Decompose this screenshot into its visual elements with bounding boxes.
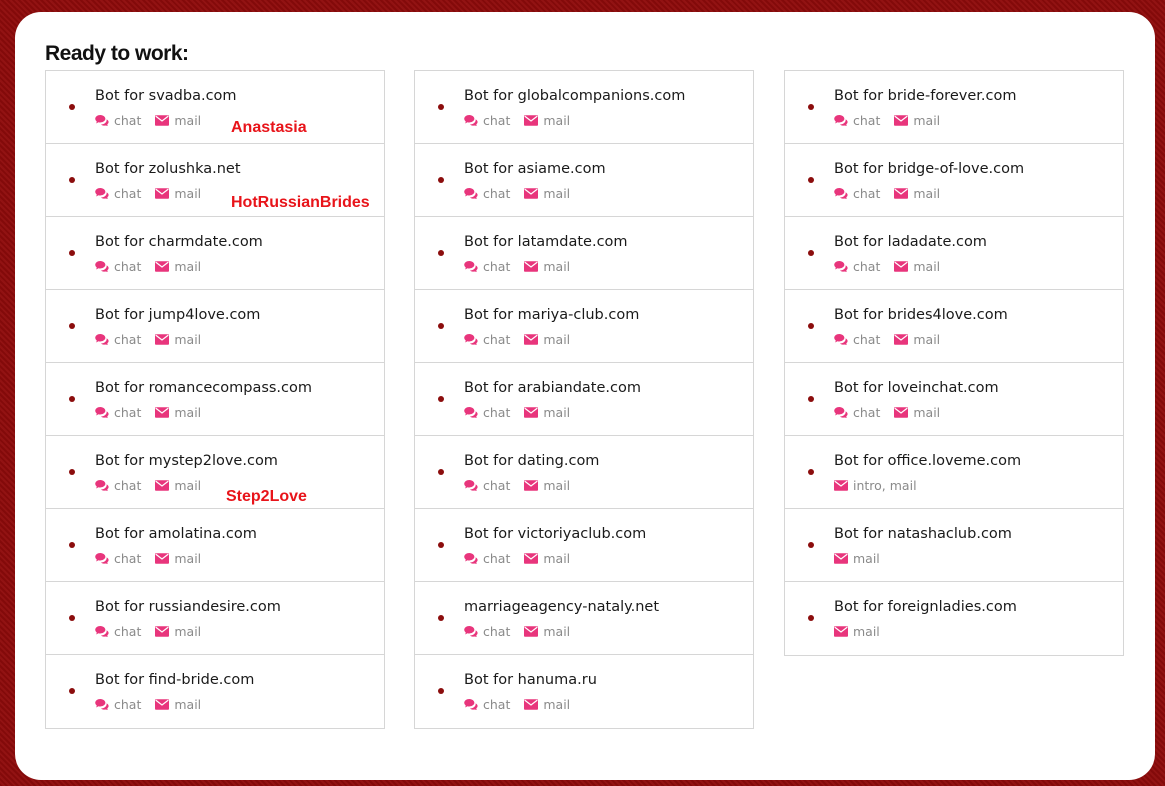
mail-link[interactable] (894, 259, 940, 274)
link-label: chat (114, 113, 142, 128)
bullet-icon (69, 688, 75, 694)
mail-icon (894, 334, 913, 345)
mail-link[interactable] (894, 405, 940, 420)
bot-title: Bot for charmdate.com (95, 234, 263, 250)
mail-icon (155, 261, 174, 272)
bullet-icon (438, 104, 444, 110)
list-item (415, 290, 753, 363)
mail-icon (834, 480, 853, 491)
bullet-icon (438, 396, 444, 402)
mail-icon (155, 480, 174, 491)
bot-title: Bot for dating.com (464, 453, 600, 469)
link-label: mail (853, 551, 880, 566)
mail-icon (155, 334, 174, 345)
mail-link[interactable] (155, 697, 201, 712)
chat-link[interactable] (464, 186, 510, 201)
chat-icon (464, 261, 483, 272)
mail-icon (524, 480, 543, 491)
bot-title: Bot for russiandesire.com (95, 599, 281, 615)
list-item (415, 144, 753, 217)
bot-title: Bot for romancecompass.com (95, 380, 313, 396)
link-label: chat (114, 332, 142, 347)
link-label: chat (114, 478, 142, 493)
bot-title: Bot for arabiandate.com (464, 380, 641, 396)
mail-icon (155, 115, 174, 126)
link-label: chat (114, 697, 142, 712)
link-label: chat (114, 186, 142, 201)
link-label: mail (853, 624, 880, 639)
chat-link[interactable] (95, 186, 141, 201)
bot-column-1 (45, 70, 385, 729)
bot-title: Bot for mystep2love.com (95, 453, 278, 469)
chat-link[interactable] (95, 259, 141, 274)
bot-title: Bot for zolushka.net (95, 161, 241, 177)
link-label: chat (483, 551, 511, 566)
chat-link[interactable] (95, 624, 141, 639)
mail-icon (894, 407, 913, 418)
mail-link[interactable] (894, 113, 940, 128)
bot-links (834, 332, 954, 347)
list-item (46, 290, 384, 363)
link-label: mail (174, 332, 202, 347)
bot-links (834, 551, 894, 566)
list-item (785, 582, 1123, 655)
chat-link[interactable] (834, 405, 880, 420)
annotation-anastasia: Anastasia (231, 119, 307, 136)
mail-link[interactable] (155, 186, 201, 201)
bot-links (834, 405, 954, 420)
bullet-icon (69, 323, 75, 329)
chat-link[interactable] (95, 551, 141, 566)
mail-icon (834, 626, 853, 637)
bullet-icon (438, 688, 444, 694)
link-label: chat (114, 405, 142, 420)
link-label: mail (174, 113, 202, 128)
link-label: mail (174, 478, 202, 493)
bullet-icon (438, 250, 444, 256)
list-item (415, 217, 753, 290)
list-item (46, 71, 384, 144)
mail-icon (155, 188, 174, 199)
bot-title: Bot for bride-forever.com (834, 88, 1017, 104)
list-item (415, 509, 753, 582)
bot-links (464, 405, 584, 420)
mail-link[interactable] (524, 113, 570, 128)
bot-links (464, 697, 584, 712)
mail-link[interactable] (155, 478, 201, 493)
bot-links (464, 624, 584, 639)
bot-title: Bot for jump4love.com (95, 307, 261, 323)
mail-link[interactable] (524, 478, 570, 493)
bullet-icon (438, 615, 444, 621)
bot-links (834, 259, 954, 274)
bot-links (95, 624, 215, 639)
chat-link[interactable] (834, 332, 880, 347)
bot-links (95, 186, 215, 201)
chat-link[interactable] (834, 113, 880, 128)
list-item (46, 509, 384, 582)
mail-link[interactable] (524, 405, 570, 420)
chat-icon (95, 188, 114, 199)
link-label: chat (483, 697, 511, 712)
bullet-icon (69, 250, 75, 256)
bot-title: Bot for svadba.com (95, 88, 237, 104)
mail-icon (834, 553, 853, 564)
chat-icon (464, 334, 483, 345)
mail-link[interactable] (894, 186, 940, 201)
list-item (785, 217, 1123, 290)
bullet-icon (69, 104, 75, 110)
chat-icon (95, 626, 114, 637)
link-label: mail (174, 259, 202, 274)
bullet-icon (808, 469, 814, 475)
chat-link[interactable] (464, 113, 510, 128)
link-label: mail (913, 113, 941, 128)
link-label: chat (483, 186, 511, 201)
mail-icon (155, 699, 174, 710)
bot-title: Bot for natashaclub.com (834, 526, 1012, 542)
list-item (785, 363, 1123, 436)
chat-icon (95, 407, 114, 418)
mail-link[interactable] (834, 624, 880, 639)
mail-link[interactable] (834, 551, 880, 566)
bot-links (464, 551, 584, 566)
mail-icon (894, 188, 913, 199)
chat-icon (95, 334, 114, 345)
link-label: chat (483, 405, 511, 420)
bot-links (464, 186, 584, 201)
list-item (415, 582, 753, 655)
bot-title: Bot for hanuma.ru (464, 672, 597, 688)
list-item (46, 363, 384, 436)
list-item (785, 71, 1123, 144)
bot-column-3 (784, 70, 1124, 656)
chat-icon (95, 261, 114, 272)
bullet-icon (808, 104, 814, 110)
chat-icon (95, 480, 114, 491)
mail-icon (155, 553, 174, 564)
link-label: chat (853, 332, 881, 347)
mail-link[interactable] (155, 259, 201, 274)
bot-links (95, 551, 215, 566)
list-item (415, 363, 753, 436)
mail-link[interactable] (155, 113, 201, 128)
chat-icon (464, 407, 483, 418)
mail-link[interactable] (155, 551, 201, 566)
link-label: mail (543, 186, 571, 201)
link-label: mail (913, 405, 941, 420)
link-label: mail (543, 259, 571, 274)
bot-title: Bot for mariya-club.com (464, 307, 640, 323)
chat-link[interactable] (464, 332, 510, 347)
bullet-icon (69, 469, 75, 475)
list-item (415, 436, 753, 509)
bullet-icon (808, 396, 814, 402)
bot-links (834, 478, 931, 493)
mail-link[interactable] (155, 332, 201, 347)
bot-title: Bot for asiame.com (464, 161, 606, 177)
annotation-hotrussianbrides: HotRussianBrides (231, 194, 370, 211)
mail-link[interactable] (524, 624, 570, 639)
mail-icon (894, 261, 913, 272)
link-label: mail (174, 551, 202, 566)
link-label: mail (543, 624, 571, 639)
bot-links (95, 259, 215, 274)
chat-link[interactable] (464, 405, 510, 420)
mail-link[interactable] (894, 332, 940, 347)
list-item (46, 655, 384, 728)
list-item (46, 217, 384, 290)
mail-link[interactable] (155, 405, 201, 420)
chat-link[interactable] (464, 697, 510, 712)
chat-icon (464, 699, 483, 710)
link-label: chat (114, 551, 142, 566)
mail-link[interactable] (524, 186, 570, 201)
link-label: mail (174, 405, 202, 420)
bullet-icon (69, 615, 75, 621)
chat-link[interactable] (464, 551, 510, 566)
bullet-icon (808, 542, 814, 548)
bot-links (95, 478, 215, 493)
bullet-icon (808, 250, 814, 256)
mail-link[interactable] (524, 259, 570, 274)
bullet-icon (438, 177, 444, 183)
chat-link[interactable] (464, 478, 510, 493)
bullet-icon (69, 177, 75, 183)
chat-link[interactable] (95, 478, 141, 493)
bot-links (464, 259, 584, 274)
bot-title: Bot for latamdate.com (464, 234, 628, 250)
link-label: chat (853, 405, 881, 420)
chat-icon (464, 115, 483, 126)
link-label: chat (853, 113, 881, 128)
link-label: chat (853, 259, 881, 274)
chat-icon (95, 553, 114, 564)
bot-links (95, 113, 215, 128)
bullet-icon (438, 542, 444, 548)
bot-links (834, 624, 894, 639)
link-label: mail (913, 332, 941, 347)
link-label: mail (913, 259, 941, 274)
link-label: chat (483, 332, 511, 347)
mail-icon (155, 407, 174, 418)
list-item (785, 144, 1123, 217)
bot-title: Bot for bridge-of-love.com (834, 161, 1025, 177)
bullet-icon (808, 323, 814, 329)
page-title: Ready to work: (45, 42, 189, 65)
list-item (46, 436, 384, 509)
mail-icon (524, 407, 543, 418)
chat-icon (834, 261, 853, 272)
bot-title: Bot for office.loveme.com (834, 453, 1022, 469)
mail-icon (524, 699, 543, 710)
chat-icon (834, 115, 853, 126)
bot-title: Bot for ladadate.com (834, 234, 987, 250)
chat-link[interactable] (95, 405, 141, 420)
bot-column-2 (414, 70, 754, 729)
chat-link[interactable] (834, 186, 880, 201)
mail-icon (524, 261, 543, 272)
list-item (785, 436, 1123, 509)
chat-icon (834, 407, 853, 418)
link-label: mail (543, 405, 571, 420)
link-label: mail (174, 624, 202, 639)
list-item (415, 71, 753, 144)
bot-links (464, 113, 584, 128)
bullet-icon (808, 615, 814, 621)
list-item (415, 655, 753, 728)
mail-icon (894, 115, 913, 126)
chat-link[interactable] (464, 259, 510, 274)
chat-link[interactable] (95, 332, 141, 347)
bot-links (464, 478, 584, 493)
bot-title: Bot for loveinchat.com (834, 380, 999, 396)
link-label: chat (483, 259, 511, 274)
mail-link[interactable] (155, 624, 201, 639)
chat-link[interactable] (834, 259, 880, 274)
mail-link[interactable] (834, 478, 917, 493)
link-label: mail (543, 478, 571, 493)
list-item (785, 290, 1123, 363)
link-label: mail (174, 186, 202, 201)
mail-icon (524, 188, 543, 199)
chat-link[interactable] (95, 113, 141, 128)
mail-icon (155, 626, 174, 637)
link-label: mail (543, 113, 571, 128)
bot-title: Bot for foreignladies.com (834, 599, 1017, 615)
link-label: mail (543, 697, 571, 712)
link-label: chat (483, 478, 511, 493)
link-label: intro, mail (853, 478, 917, 493)
link-label: chat (483, 113, 511, 128)
bullet-icon (69, 542, 75, 548)
chat-link[interactable] (464, 624, 510, 639)
bot-title: Bot for victoriyaclub.com (464, 526, 647, 542)
bullet-icon (808, 177, 814, 183)
mail-icon (524, 553, 543, 564)
link-label: chat (114, 259, 142, 274)
bot-links (834, 113, 954, 128)
chat-icon (464, 188, 483, 199)
bot-title: Bot for brides4love.com (834, 307, 1008, 323)
list-item (785, 509, 1123, 582)
chat-icon (95, 699, 114, 710)
chat-icon (464, 626, 483, 637)
chat-icon (834, 334, 853, 345)
list-item (46, 582, 384, 655)
bot-title: Bot for globalcompanions.com (464, 88, 686, 104)
link-label: mail (543, 551, 571, 566)
annotation-step2love: Step2Love (226, 488, 307, 505)
bot-title: Bot for amolatina.com (95, 526, 257, 542)
bot-title: Bot for find-bride.com (95, 672, 255, 688)
link-label: chat (114, 624, 142, 639)
main-panel (15, 12, 1155, 780)
bullet-icon (438, 323, 444, 329)
mail-link[interactable] (524, 551, 570, 566)
link-label: mail (543, 332, 571, 347)
chat-link[interactable] (95, 697, 141, 712)
link-label: chat (483, 624, 511, 639)
bot-links (834, 186, 954, 201)
chat-icon (95, 115, 114, 126)
bot-links (464, 332, 584, 347)
link-label: chat (853, 186, 881, 201)
chat-icon (464, 480, 483, 491)
bot-links (95, 697, 215, 712)
chat-icon (834, 188, 853, 199)
bullet-icon (69, 396, 75, 402)
mail-link[interactable] (524, 697, 570, 712)
link-label: mail (913, 186, 941, 201)
link-label: mail (174, 697, 202, 712)
bot-links (95, 405, 215, 420)
mail-icon (524, 626, 543, 637)
mail-icon (524, 115, 543, 126)
chat-icon (464, 553, 483, 564)
mail-icon (524, 334, 543, 345)
bullet-icon (438, 469, 444, 475)
bot-links (95, 332, 215, 347)
mail-link[interactable] (524, 332, 570, 347)
bot-title: marriageagency-nataly.net (464, 599, 660, 615)
